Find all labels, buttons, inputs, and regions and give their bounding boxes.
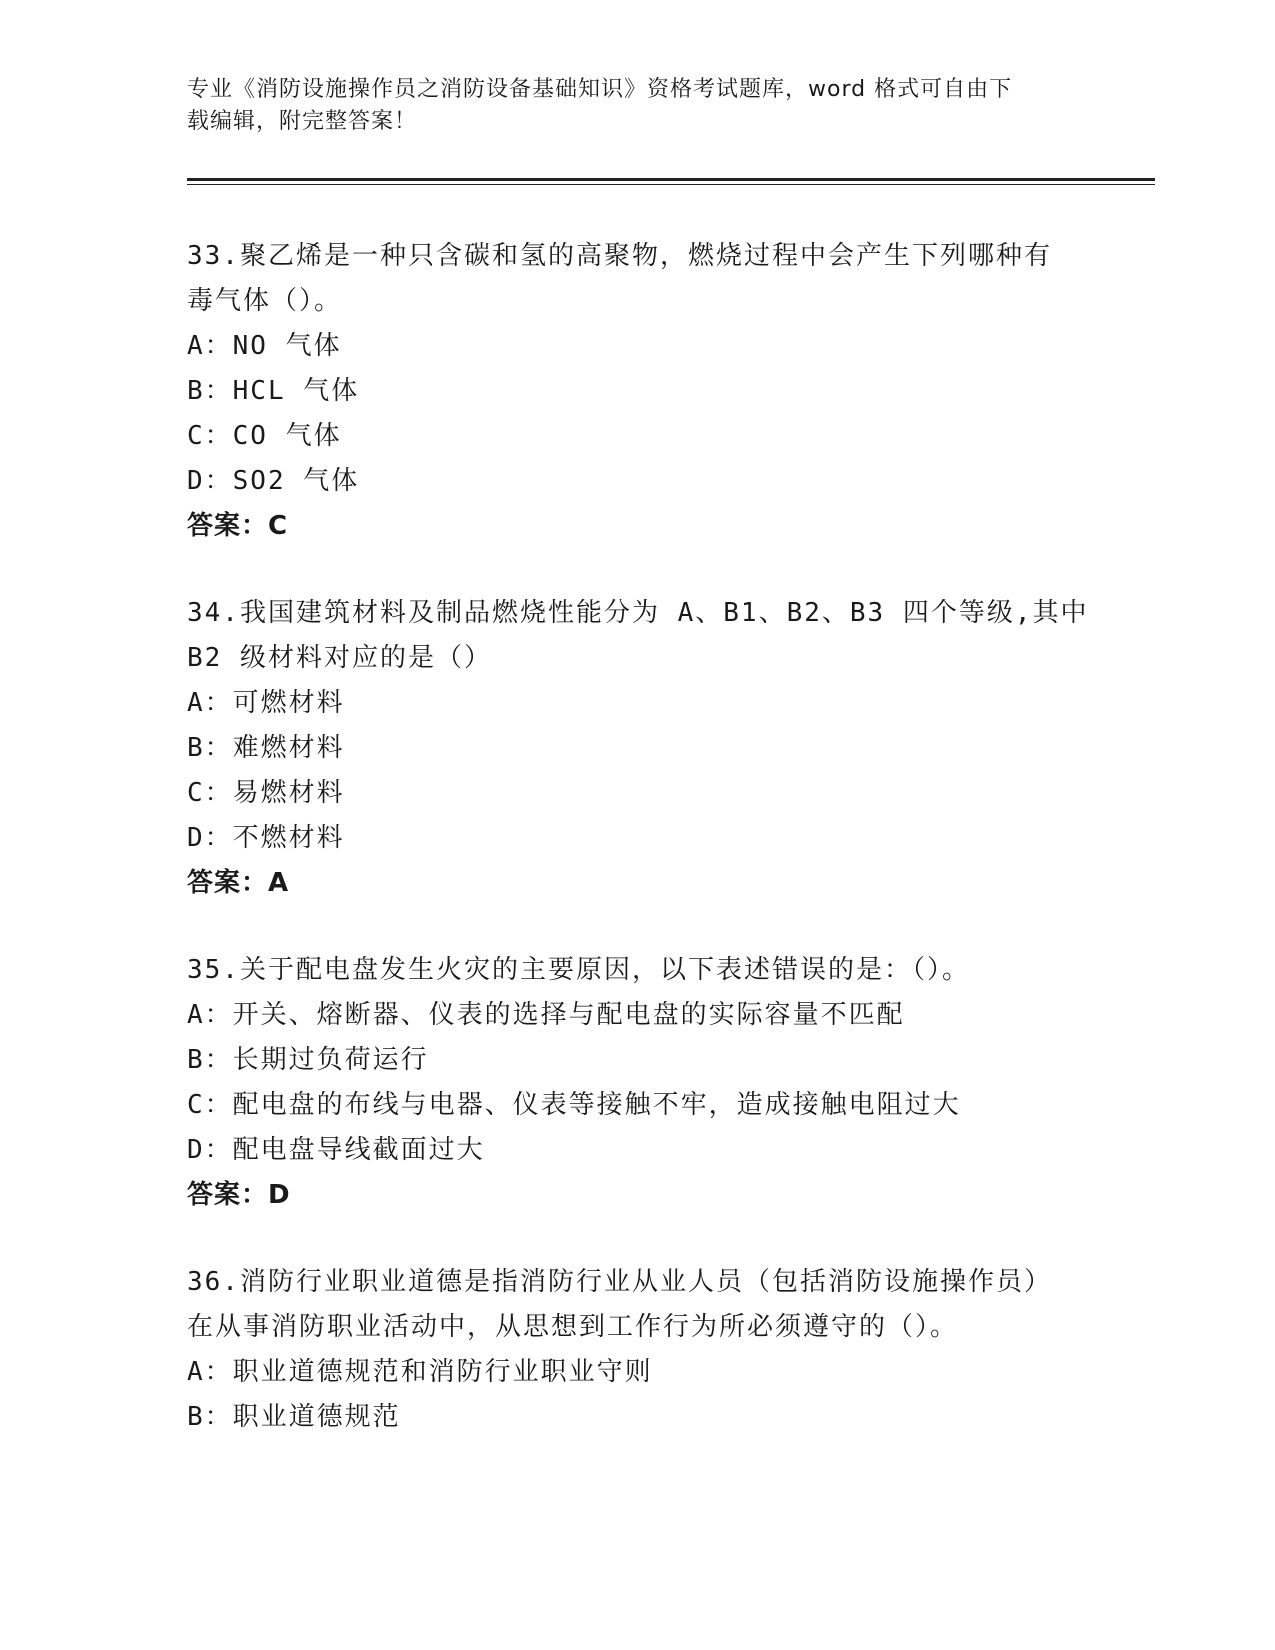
question-text: 36.消防行业职业道德是指消防行业从业人员（包括消防设施操作员）: [187, 1267, 1052, 1297]
header-divider: [187, 178, 1155, 181]
option-b: B：职业道德规范: [187, 1402, 401, 1432]
header-line-1: 专业《消防设施操作员之消防设备基础知识》资格考试题库，word 格式可自由下: [187, 77, 1013, 102]
option-b: B：HCL 气体: [187, 376, 360, 406]
answer: 答案：D: [187, 1180, 291, 1210]
option-a: A：职业道德规范和消防行业职业守则: [187, 1357, 653, 1387]
option-a: A：可燃材料: [187, 688, 345, 718]
option-a: A：NO 气体: [187, 331, 342, 361]
answer: 答案：C: [187, 511, 289, 541]
question-35: [187, 948, 1087, 1218]
option-c: C：配电盘的布线与电器、仪表等接触不牢，造成接触电阻过大: [187, 1090, 961, 1120]
question-text: 34.我国建筑材料及制品燃烧性能分为 A、B1、B2、B3 四个等级,其中: [187, 598, 1089, 628]
question-text: B2 级材料对应的是（）: [187, 643, 492, 673]
question-36: [187, 1260, 1087, 1440]
option-a: A：开关、熔断器、仪表的选择与配电盘的实际容量不匹配: [187, 1000, 905, 1030]
option-b: B：难燃材料: [187, 733, 345, 763]
page-header: [187, 74, 1067, 138]
option-b: B：长期过负荷运行: [187, 1045, 429, 1075]
question-text: 在从事消防职业活动中，从思想到工作行为所必须遵守的（）。: [187, 1312, 959, 1342]
option-c: C：易燃材料: [187, 778, 345, 808]
question-33: [187, 234, 1087, 549]
question-text: 35.关于配电盘发生火灾的主要原因，以下表述错误的是：（）。: [187, 955, 970, 985]
question-34: [187, 591, 1087, 906]
answer: 答案：A: [187, 868, 290, 898]
option-c: C：CO 气体: [187, 421, 342, 451]
header-line-2: 载编辑，附完整答案！: [187, 109, 418, 134]
question-text: 33.聚乙烯是一种只含碳和氢的高聚物，燃烧过程中会产生下列哪种有: [187, 241, 1052, 271]
question-list: [187, 234, 1087, 1482]
option-d: D：不燃材料: [187, 823, 345, 853]
option-d: D：SO2 气体: [187, 466, 360, 496]
option-d: D：配电盘导线截面过大: [187, 1135, 485, 1165]
question-text: 毒气体（）。: [187, 286, 343, 316]
